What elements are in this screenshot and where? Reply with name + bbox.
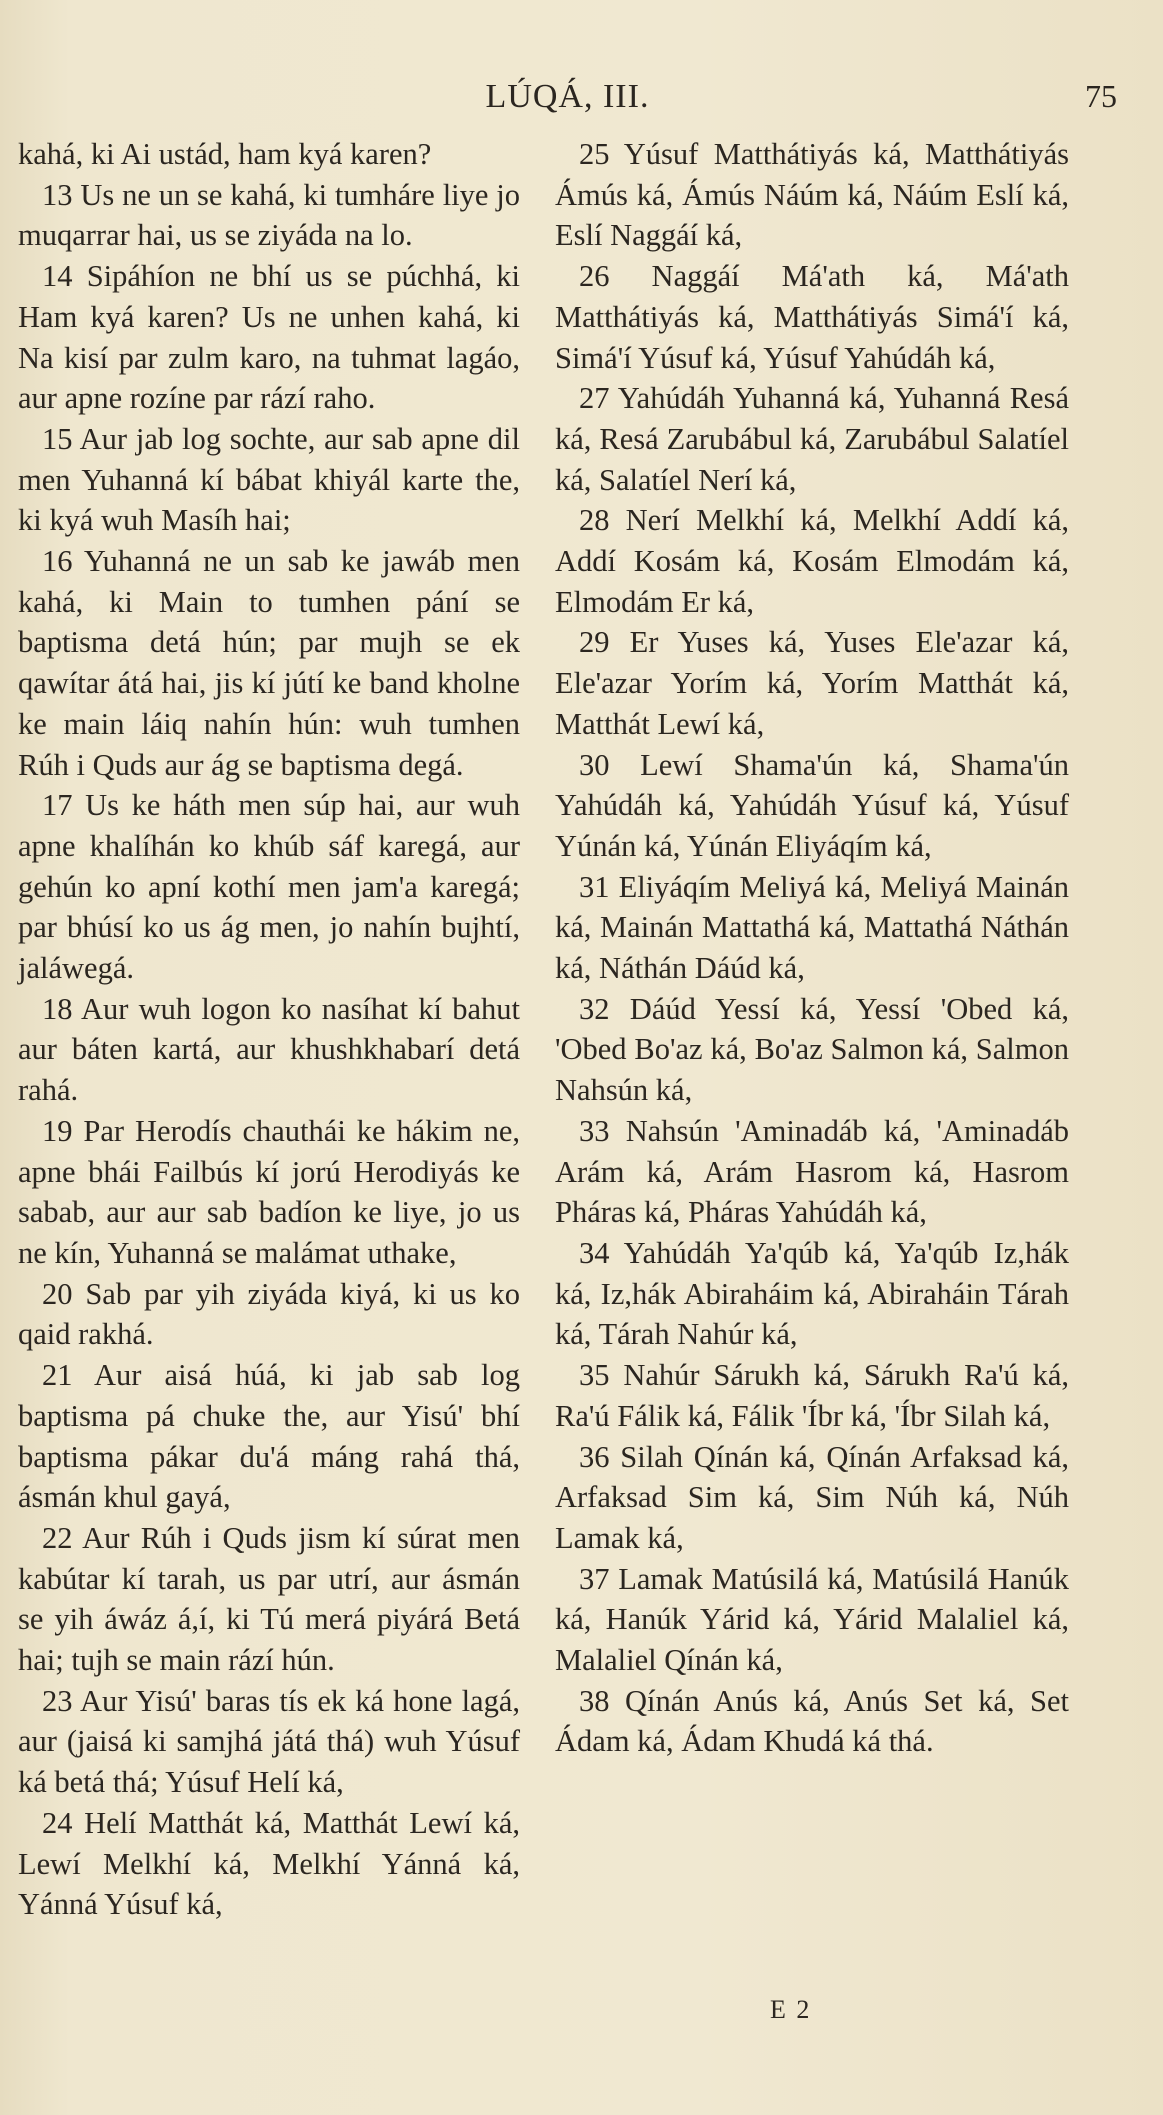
verse-paragraph: 32 Dáúd Yessí ká, Yessí 'Obed ká, 'Obed Bo'az ká, Bo'az Salmon ká, Salmon Nahsún ká, [555,991,1069,1108]
verse-paragraph: 38 Qínán Anús ká, Anús Set ká, Set Ádam ká, Ádam Khudá ká thá. [555,1683,1069,1759]
verse-paragraph: 18 Aur wuh logon ko nasíhat kí bahut aur báten kartá, aur khushkhabarí detá rahá. [18,991,520,1108]
verse-paragraph: 26 Naggáí Má'ath ká, Má'ath Matthátiyás ká, Matthátiyás Simá'í ká, Simá'í Yúsuf ká, Yúsuf Yahúdáh ká, [555,259,1069,375]
verse-paragraph: 25 Yúsuf Matthátiyás ká, Matthátiyás Ámús ká, Ámús Náúm ká, Náúm Eslí ká, Eslí Naggáí ká, [555,137,1069,253]
verse-paragraph: 15 Aur jab log sochte, aur sab apne dil men Yuhanná kí bábat khiyál karte the, ki kyá wuh Masíh hai; [18,421,520,538]
verse-paragraph: 28 Nerí Melkhí ká, Melkhí Addí ká, Addí Kosám ká, Kosám Elmodám ká, Elmodám Er ká, [555,503,1069,619]
verse-paragraph: kahá, ki Ai ustád, ham kyá karen? [18,137,432,171]
signature-mark: E 2 [770,1995,812,2024]
verse-paragraph: 34 Yahúdáh Ya'qúb ká, Ya'qúb Iz,hák ká, Iz,hák Abiraháim ká, Abiraháin Tárah ká, Tárah Nahúr ká, [555,1235,1069,1352]
verse-paragraph: 23 Aur Yisú' baras tís ek ká hone lagá, aur (jaisá ki samjhá játá thá) wuh Yúsuf ká betá thá; Yúsuf Helí ká, [18,1683,520,1800]
page-number: 75 [1085,78,1117,114]
verse-paragraph: 17 Us ke háth men súp hai, aur wuh apne khalíhán ko khúb sáf karegá, aur gehún ko apní kothí men jam'a karegá; par bhúsí ko us ág men, jo nahín bujhtí, jaláwegá. [18,788,520,986]
page-header [18,78,1117,128]
verse-paragraph: 36 Silah Qínán ká, Qínán Arfaksad ká, Arfaksad Sim ká, Sim Núh ká, Núh Lamak ká, [555,1439,1069,1555]
verse-paragraph: 30 Lewí Shama'ún ká, Shama'ún Yahúdáh ká, Yahúdáh Yúsuf ká, Yúsuf Yúnán ká, Yúnán Eliyáqím ká, [555,747,1069,863]
verse-paragraph: 33 Nahsún 'Aminadáb ká, 'Aminadáb Arám ká, Arám Hasrom ká, Hasrom Pháras ká, Pháras Yahúdáh ká, [555,1113,1069,1230]
verse-paragraph: 29 Er Yuses ká, Yuses Ele'azar ká, Ele'azar Yorím ká, Yorím Matthát ká, Matthát Lewí ká, [555,625,1069,741]
verse-paragraph: 31 Eliyáqím Meliyá ká, Meliyá Mainán ká, Mainán Mattathá ká, Mattathá Náthán ká, Náthán Dáúd ká, [555,869,1069,986]
verse-paragraph: 37 Lamak Matúsilá ká, Matúsilá Hanúk ká, Hanúk Yárid ká, Yárid Malaliel ká, Malaliel Qínán ká, [555,1561,1069,1678]
verse-paragraph: 16 Yuhanná ne un sab ke jawáb men kahá, ki Main to tumhen pání se baptisma detá hún; par mujh se ek qawítar átá hai, jis kí jútí ke band kholne ke main láiq nahín hún: wuh tumhen Rúh i Quds aur ág se baptisma degá. [18,544,520,782]
verse-paragraph: 21 Aur aisá húá, ki jab sab log baptisma pá chuke the, aur Yisú' bhí baptisma pákar du'á máng rahá thá, ásmán khul gayá, [18,1358,520,1515]
running-title: LÚQÁ, III. [485,78,650,115]
verse-paragraph: 19 Par Herodís chauthái ke hákim ne, apne bhái Failbús kí jorú Herodiyás ke sabab, aur aur sab badíon ke liye, jo us ne kín, Yuhanná se malámat uthake, [18,1113,520,1270]
verse-paragraph: 24 Helí Matthát ká, Matthát Lewí ká, Lewí Melkhí ká, Melkhí Yánná ká, Yánná Yúsuf ká, [18,1805,520,1922]
verse-paragraph: 27 Yahúdáh Yuhanná ká, Yuhanná Resá ká, Resá Zarubábul ká, Zarubábul Salatíel ká, Salatíel Nerí ká, [555,381,1069,497]
verse-paragraph: 35 Nahúr Sárukh ká, Sárukh Ra'ú ká, Ra'ú Fálik ká, Fálik 'Íbr ká, 'Íbr Silah ká, [555,1358,1069,1433]
verse-paragraph: 20 Sab par yih ziyáda kiyá, ki us ko qaid rakhá. [18,1276,520,1352]
verse-paragraph: 22 Aur Rúh i Quds jism kí súrat men kabútar kí tarah, us par utrí, aur ásmán se yih áwáz á,í, ki Tú merá piyárá Betá hai; tujh se main rází hún. [18,1520,520,1678]
right-text-column [555,134,1069,1762]
verse-paragraph: 13 Us ne un se kahá, ki tumháre liye jo muqarrar hai, us se ziyáda na lo. [18,177,520,253]
verse-paragraph: 14 Sipáhíon ne bhí us se púchhá, ki Ham kyá karen? Us ne unhen kahá, ki Na kisí par zulm karo, na tuhmat lagáo, aur apne rozíne par rází raho. [18,259,520,416]
left-text-column [18,134,520,1925]
